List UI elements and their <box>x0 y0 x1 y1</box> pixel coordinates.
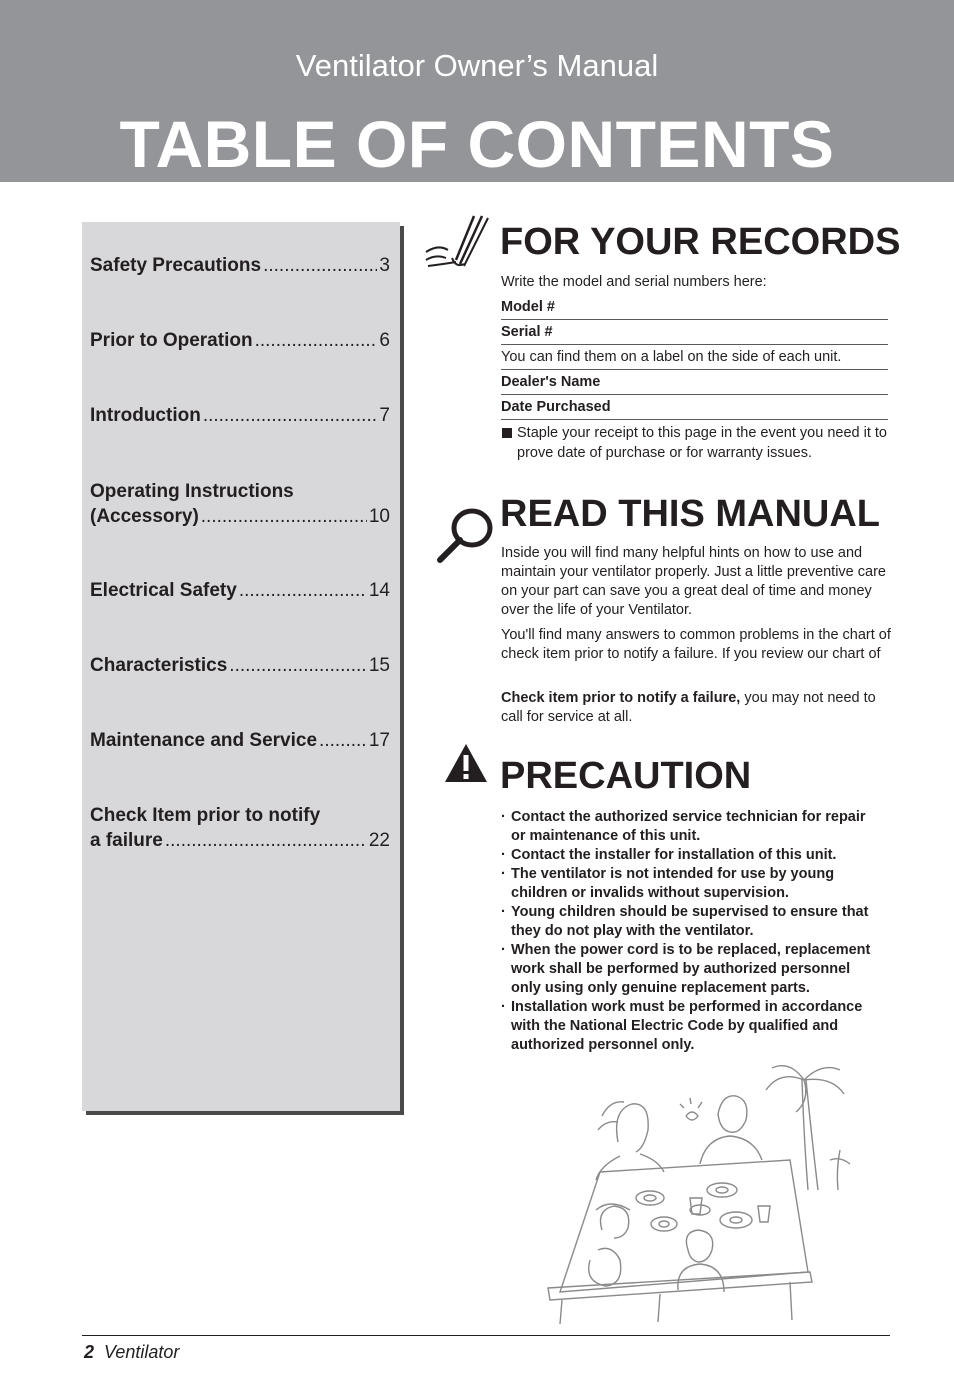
toc-entry-safety[interactable] <box>90 253 390 278</box>
list-item: · Contact the authorized service technician for repair or maintenance of this unit. <box>501 808 881 846</box>
toc-page: 14 <box>368 580 390 601</box>
toc-entry-maintenance[interactable] <box>90 728 390 753</box>
read-manual-para2: You'll find many answers to common problems in the chart of check item prior to notify a failure. If you review our chart of <box>501 627 891 662</box>
staple-note <box>501 424 891 463</box>
toc-entry-operating-instructions[interactable] <box>90 479 390 529</box>
picnic-illustration <box>540 1060 860 1328</box>
toc-page: 10 <box>368 506 390 527</box>
toc-title: Safety Precautions <box>90 255 262 276</box>
toc-page: 17 <box>368 730 390 751</box>
toc-entry-electrical-safety[interactable] <box>90 578 390 603</box>
toc-page: 15 <box>368 655 390 676</box>
toc-page: 6 <box>379 330 390 351</box>
toc-title: Introduction <box>90 405 201 426</box>
read-manual-heading: READ THIS MANUAL <box>500 493 880 535</box>
model-number-field[interactable]: Model # <box>501 295 888 320</box>
records-intro: Write the model and serial numbers here: <box>501 274 767 290</box>
list-item: · The ventilator is not intended for use by young children or invalids without supervision. <box>501 865 881 903</box>
toc-title: Maintenance and Service <box>90 730 318 751</box>
page-number: 2 <box>84 1342 95 1362</box>
toc-title: Electrical Safety <box>90 580 237 601</box>
list-item: · Contact the installer for installation of this unit. <box>501 846 881 865</box>
footer-label: Ventilator <box>104 1342 180 1362</box>
toc-page: 7 <box>379 405 390 426</box>
staple-note-text: Staple your receipt to this page in the event you need it to prove date of purchase or for warranty issues. <box>517 425 887 461</box>
toc-entry-introduction[interactable] <box>90 403 390 428</box>
toc-title-line1: Operating Instructions <box>90 481 294 502</box>
dealer-name-field[interactable]: Dealer's Name <box>501 370 888 395</box>
list-item: · Young children should be supervised to ensure that they do not play with the ventilator. <box>501 903 881 941</box>
read-manual-para3 <box>501 689 891 727</box>
square-bullet-icon <box>502 428 512 438</box>
toc-title-line1: Check Item prior to notify <box>90 805 321 826</box>
toc-page: 22 <box>368 830 390 851</box>
check-item-bold: Check item prior to notify a failure, <box>501 690 741 706</box>
precaution-heading: PRECAUTION <box>500 755 752 797</box>
toc-entry-check-item[interactable] <box>90 803 390 853</box>
manual-subtitle: Ventilator Owner’s Manual <box>295 48 659 83</box>
read-manual-para3-rest: you may not need to call for service at all. <box>501 690 876 725</box>
serial-number-field[interactable]: Serial # <box>501 320 888 345</box>
find-label-note: You can find them on a label on the side of each unit. <box>501 345 888 370</box>
toc-title: Prior to Operation <box>90 330 253 351</box>
toc-title: a failure <box>90 830 163 851</box>
records-heading: FOR YOUR RECORDS <box>500 221 901 263</box>
toc-entry-prior-operation[interactable] <box>90 328 390 353</box>
list-item: · When the power cord is to be replaced, replacement work shall be performed by authorized personnel only using only genuine replacement parts. <box>501 941 881 998</box>
warning-triangle-icon <box>443 742 489 784</box>
page-title: TABLE OF CONTENTS <box>119 107 835 181</box>
read-manual-para1: Inside you will find many helpful hints on how to use and maintain your ventilator properly. Just a little preventive care on your part can save you a great deal of time and money over the life of your Ventilator. <box>501 545 886 618</box>
footer-rule <box>82 1335 890 1336</box>
date-purchased-field[interactable]: Date Purchased <box>501 395 888 420</box>
toc-entry-characteristics[interactable] <box>90 653 390 678</box>
pen-hand-icon <box>422 214 494 272</box>
toc-title: (Accessory) <box>90 506 199 527</box>
page-footer <box>84 1341 179 1363</box>
magnifier-icon <box>436 506 496 564</box>
table-of-contents <box>82 222 400 1111</box>
precaution-list <box>501 808 881 1055</box>
toc-title: Characteristics <box>90 655 228 676</box>
toc-page: 3 <box>379 255 390 276</box>
header-banner <box>0 0 954 182</box>
list-item: · Installation work must be performed in accordance with the National Electric Code by qualified and authorized personnel only. <box>501 998 881 1055</box>
